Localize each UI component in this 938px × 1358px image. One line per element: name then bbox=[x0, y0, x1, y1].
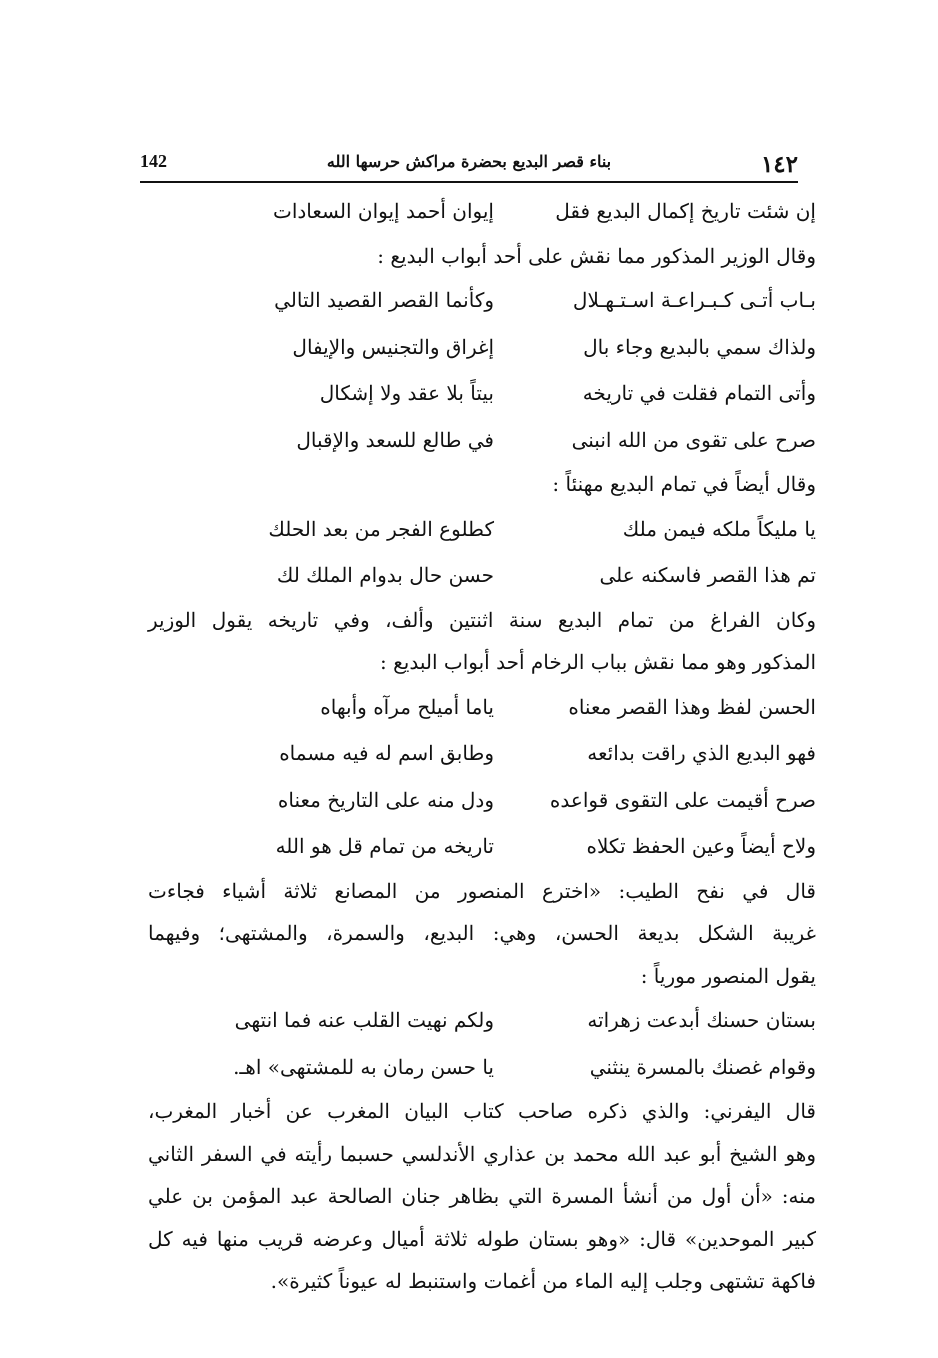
prose-line: وقال أيضاً في تمام البديع مهنئاً : bbox=[552, 472, 816, 496]
paragraph-line: غريبة الشكل بديعة الحسن، وهي: البديع، والسمرة، والمشتهى؛ وفيهما bbox=[148, 921, 816, 945]
verse-second-hemistich: حسن حال بدوام الملك لك bbox=[276, 563, 494, 588]
verse-second-hemistich: تاريخه من تمام قل هو الله bbox=[275, 834, 494, 859]
verse-line bbox=[148, 730, 816, 777]
page-number-arabic: ١٤٢ bbox=[760, 151, 798, 178]
prose-paragraph bbox=[148, 599, 816, 684]
verse-first-hemistich: بـاب أتـى كـبـراعـة اسـتـهـلال bbox=[572, 288, 816, 313]
verse-first-hemistich: صرح على تقوى من الله انبنى bbox=[571, 427, 816, 452]
prose-line: وقال الوزير المذكور مما نقش على أحد أبواب البديع : bbox=[377, 243, 816, 268]
prose-paragraph bbox=[148, 870, 816, 998]
verse-second-hemistich: يا حسن رمان به للمشتهى» اهـ. bbox=[233, 1054, 494, 1079]
prose-paragraph bbox=[148, 1090, 816, 1303]
paragraph-line: يقول المنصور مورياً : bbox=[640, 963, 816, 988]
verse-second-hemistich: وطابق اسم له فيه مسماه bbox=[279, 741, 494, 766]
verse-second-hemistich: في طالع للسعد والإقبال bbox=[296, 427, 494, 452]
verse-line bbox=[148, 684, 816, 731]
verse-first-hemistich: بستان حسنك أبدعت زهراته bbox=[587, 1008, 816, 1033]
verse-line bbox=[148, 552, 816, 599]
verse-second-hemistich: ياما أميلح مرآه وأبهاه bbox=[320, 694, 494, 719]
verse-first-hemistich: ولذاك سمي بالبديع وجاء بال bbox=[583, 334, 816, 359]
paragraph-line: وكان الفراغ من تمام البديع سنة اثنتين وألف، وفي تاريخه يقول الوزير bbox=[148, 607, 816, 632]
paragraph-line: قال اليفرني: والذي ذكره صاحب كتاب البيان المغرب عن أخبار المغرب، bbox=[148, 1099, 816, 1123]
verse-second-hemistich: ولكم نهيت القلب عنه فما انتهى bbox=[234, 1008, 494, 1033]
verse-line bbox=[148, 777, 816, 824]
verse-second-hemistich: ودل منه على التاريخ معناه bbox=[277, 787, 494, 812]
verse-line bbox=[148, 188, 816, 235]
verse-line bbox=[148, 417, 816, 464]
verse-line bbox=[148, 277, 816, 324]
verse-line bbox=[148, 823, 816, 870]
paragraph-line: كبير الموحدين» قال: «وهو بستان طوله ثلاثة أميال وعرضه قريب منها فيه كل bbox=[148, 1226, 816, 1251]
paragraph-line: قال في نفح الطيب: «اخترع المنصور من المصانع ثلاثة أشياء فجاءت bbox=[148, 878, 816, 903]
verse-second-hemistich: بيتاً بلا عقد ولا إشكال bbox=[319, 381, 494, 406]
verse-first-hemistich: فهو البديع الذي راقت بدائعه bbox=[587, 741, 816, 766]
page-header bbox=[140, 145, 798, 183]
verse-line bbox=[148, 997, 816, 1044]
paragraph-line: المذكور وهو مما نقش بباب الرخام أحد أبواب البديع : bbox=[380, 650, 816, 674]
verse-line bbox=[148, 506, 816, 553]
running-title: بناء قصر البديع بحضرة مراكش حرسها الله bbox=[326, 152, 612, 171]
page-body bbox=[148, 188, 816, 1303]
verse-second-hemistich: إغراق والتجنيس والإيفال bbox=[292, 334, 494, 359]
paragraph-line: منه: «أن أول من أنشأ المسرة التي بظاهر جنان الصالحة عبد المؤمن بن علي bbox=[148, 1184, 816, 1208]
verse-first-hemistich: صرح أقيمت على التقوى قواعده bbox=[549, 787, 816, 812]
verse-first-hemistich: وأتى التمام فقلت في تاريخه bbox=[582, 381, 816, 406]
verse-first-hemistich: تم هذا القصر فاسكنه على bbox=[599, 563, 816, 588]
verse-first-hemistich: يا مليكاً ملكه فيمن ملك bbox=[622, 516, 816, 541]
verse-line bbox=[148, 1044, 816, 1091]
verse-first-hemistich: الحسن لفظ وهذا القصر معناه bbox=[568, 694, 816, 719]
verse-second-hemistich: إيوان أحمد إيوان السعادات bbox=[273, 199, 494, 224]
verse-line bbox=[148, 370, 816, 417]
verse-second-hemistich: وكأنما القصر القصيد التالي bbox=[274, 288, 494, 313]
paragraph-line: فاكهة تشتهى وجلب إليه الماء من أغمات واستنبط له عيوناً كثيرة». bbox=[270, 1269, 816, 1293]
verse-first-hemistich: ولاح أيضاً وعين الحفظ تكلاه bbox=[586, 834, 816, 859]
verse-line bbox=[148, 324, 816, 371]
verse-first-hemistich: وقوام غصنك بالمسرة ينثني bbox=[589, 1054, 816, 1079]
verse-second-hemistich: كطلوع الفجر من بعد الحلك bbox=[268, 516, 494, 541]
page-number-latin: 142 bbox=[140, 151, 167, 171]
paragraph-line: وهو الشيخ أبو عبد الله محمد بن عذاري الأندلسي حسبما رأيته في السفر الثاني bbox=[148, 1141, 816, 1166]
verse-first-hemistich: إن شئت تاريخ إكمال البديع فقل bbox=[555, 199, 816, 224]
